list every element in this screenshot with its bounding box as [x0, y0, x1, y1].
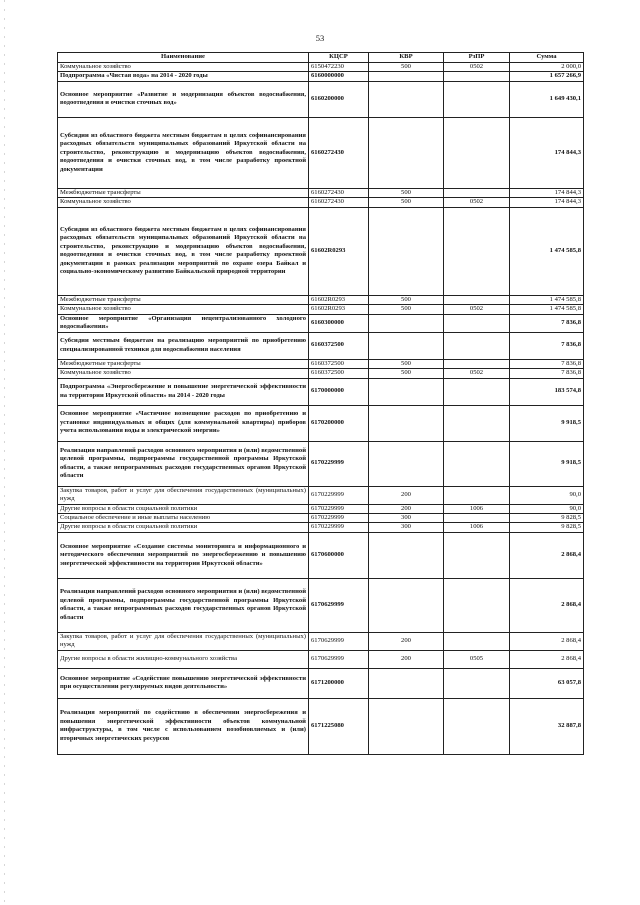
cell-kvr: 200: [369, 650, 444, 668]
table-row: [58, 532, 584, 578]
table-row: [58, 359, 584, 368]
cell-sum: 174 844,3: [510, 188, 584, 197]
cell-kcsr: 6160372500: [309, 332, 369, 359]
cell-kvr: [369, 72, 444, 81]
cell-sum: 9 828,5: [510, 513, 584, 522]
table-row: [58, 305, 584, 314]
cell-rzpr: 1006: [444, 523, 510, 532]
cell-rzpr: [444, 188, 510, 197]
cell-rzpr: [444, 486, 510, 504]
cell-kcsr: 6170629999: [309, 578, 369, 632]
cell-sum: 174 844,3: [510, 198, 584, 207]
cell-kcsr: 6160372500: [309, 359, 369, 368]
cell-kcsr: 6170200000: [309, 405, 369, 441]
cell-rzpr: [444, 117, 510, 188]
table-row: [58, 63, 584, 72]
cell-kvr: 500: [369, 198, 444, 207]
table-row: [58, 441, 584, 486]
cell-name: Закупка товаров, работ и услуг для обеспечения государственных (муниципальных) нужд: [58, 486, 309, 504]
table-row: [58, 332, 584, 359]
cell-sum: 2 868,4: [510, 650, 584, 668]
cell-kvr: 500: [369, 63, 444, 72]
cell-rzpr: [444, 314, 510, 332]
cell-kcsr: 6170600000: [309, 532, 369, 578]
table-row: [58, 117, 584, 188]
cell-kvr: [369, 578, 444, 632]
cell-name: Другие вопросы в области социальной политики: [58, 523, 309, 532]
cell-name: Закупка товаров, работ и услуг для обеспечения государственных (муниципальных) нужд: [58, 632, 309, 650]
cell-sum: 7 836,8: [510, 369, 584, 378]
cell-name: Реализация направлений расходов основного мероприятия и (или) ведомственной целевой программы, подпрограммы государственной программы Иркутской области, а также непрограммных расходов государственных органов Иркутской области: [58, 441, 309, 486]
table-header-row: [58, 53, 584, 63]
cell-sum: 9 828,5: [510, 523, 584, 532]
cell-name: Субсидии из областного бюджета местным бюджетам в целях софинансирования расходных обязательств муниципальных образований Иркутской области на строительство, реконструкцию и модернизацию объектов водоснабжения, водоотведения и очистки сточных вод, в том числе разработку проектной документации: [58, 117, 309, 188]
cell-sum: 1 474 585,8: [510, 305, 584, 314]
cell-name: Коммунальное хозяйство: [58, 198, 309, 207]
table-row: [58, 513, 584, 522]
cell-sum: 174 844,3: [510, 117, 584, 188]
cell-name: Другие вопросы в области жилищно-коммунального хозяйства: [58, 650, 309, 668]
cell-kvr: [369, 405, 444, 441]
cell-name: Коммунальное хозяйство: [58, 63, 309, 72]
cell-sum: 7 836,8: [510, 332, 584, 359]
cell-kvr: [369, 532, 444, 578]
table-row: [58, 295, 584, 304]
table-row: [58, 72, 584, 81]
cell-name: Социальное обеспечение и иные выплаты населению: [58, 513, 309, 522]
cell-kcsr: 6170229999: [309, 513, 369, 522]
table-row: [58, 632, 584, 650]
table-row: [58, 314, 584, 332]
cell-rzpr: [444, 81, 510, 117]
header-name: Наименование: [58, 53, 309, 63]
table-row: [58, 698, 584, 754]
cell-kvr: [369, 207, 444, 295]
table-row: [58, 188, 584, 197]
cell-name: Межбюджетные трансферты: [58, 188, 309, 197]
cell-rzpr: [444, 668, 510, 698]
cell-rzpr: [444, 295, 510, 304]
page-number: 53: [315, 33, 325, 43]
table-body: [58, 63, 584, 755]
cell-rzpr: 0505: [444, 650, 510, 668]
cell-sum: 63 057,8: [510, 668, 584, 698]
table-row: [58, 207, 584, 295]
cell-sum: 90,0: [510, 486, 584, 504]
cell-name: Основное мероприятие «Развитие и модернизация объектов водоснабжения, водоотведения и очистки сточных вод»: [58, 81, 309, 117]
cell-rzpr: [444, 405, 510, 441]
cell-rzpr: [444, 378, 510, 405]
cell-name: Другие вопросы в области социальной политики: [58, 504, 309, 513]
cell-rzpr: [444, 578, 510, 632]
cell-rzpr: [444, 359, 510, 368]
cell-kcsr: 6170229999: [309, 523, 369, 532]
cell-kcsr: 6160372500: [309, 369, 369, 378]
cell-name: Основное мероприятие «Организация нецентрализованного холодного водоснабжения»: [58, 314, 309, 332]
cell-kcsr: 6170229999: [309, 486, 369, 504]
cell-sum: 9 918,5: [510, 405, 584, 441]
cell-name: Основное мероприятие «Содействие повышению энергетической эффективности при осуществлении регулируемых видов деятельности»: [58, 668, 309, 698]
cell-kvr: [369, 81, 444, 117]
cell-rzpr: [444, 332, 510, 359]
cell-kcsr: 6170629999: [309, 632, 369, 650]
cell-kvr: [369, 441, 444, 486]
cell-kvr: 500: [369, 188, 444, 197]
cell-rzpr: 1006: [444, 504, 510, 513]
cell-kcsr: 6160000000: [309, 72, 369, 81]
cell-kcsr: 6170229999: [309, 504, 369, 513]
cell-name: Субсидии местным бюджетам на реализацию мероприятий по приобретению специализированной техники для водоснабжения населения: [58, 332, 309, 359]
cell-kvr: [369, 698, 444, 754]
table-row: [58, 668, 584, 698]
table-row: [58, 405, 584, 441]
cell-sum: 7 836,8: [510, 314, 584, 332]
cell-kcsr: 61602R0293: [309, 305, 369, 314]
table-row: [58, 578, 584, 632]
cell-kcsr: 6171200000: [309, 668, 369, 698]
cell-sum: 9 918,5: [510, 441, 584, 486]
cell-sum: 90,0: [510, 504, 584, 513]
cell-kcsr: 6170000000: [309, 378, 369, 405]
cell-kcsr: 6170229999: [309, 441, 369, 486]
cell-sum: 32 887,8: [510, 698, 584, 754]
cell-sum: 2 868,4: [510, 578, 584, 632]
header-sum: Сумма: [510, 53, 584, 63]
cell-name: Межбюджетные трансферты: [58, 359, 309, 368]
cell-sum: 2 868,4: [510, 532, 584, 578]
cell-kvr: 200: [369, 504, 444, 513]
table-row: [58, 504, 584, 513]
cell-kcsr: 6171225080: [309, 698, 369, 754]
cell-kvr: 200: [369, 632, 444, 650]
cell-rzpr: [444, 698, 510, 754]
cell-sum: 1 657 266,9: [510, 72, 584, 81]
cell-name: Коммунальное хозяйство: [58, 305, 309, 314]
cell-kvr: 500: [369, 295, 444, 304]
cell-kvr: [369, 117, 444, 188]
cell-name: Подпрограмма «Энергосбережение и повышение энергетической эффективности на территории Иркутской области» на 2014 - 2020 годы: [58, 378, 309, 405]
table-row: [58, 523, 584, 532]
table-row: [58, 369, 584, 378]
table-row: [58, 81, 584, 117]
cell-kcsr: 6170629999: [309, 650, 369, 668]
cell-rzpr: 0502: [444, 305, 510, 314]
cell-rzpr: 0502: [444, 63, 510, 72]
cell-name: Реализация мероприятий по содействию в обеспечении энергосбережения и повышения энергетической эффективности объектов коммунальной инфраструктуры, в том числе с использованием возобновляемых и (или) вторичных энергетических ресурсов: [58, 698, 309, 754]
cell-kvr: [369, 668, 444, 698]
scan-edge-artifact: [4, 0, 5, 905]
cell-kvr: 500: [369, 305, 444, 314]
cell-kcsr: 6160300000: [309, 314, 369, 332]
cell-sum: 2 868,4: [510, 632, 584, 650]
cell-name: Основное мероприятие «Частичное возмещение расходов по приобретению и установке индивидуальных и общих (для коммунальной квартиры) приборов учета использования воды и электрической энергии»: [58, 405, 309, 441]
cell-sum: 1 474 585,8: [510, 207, 584, 295]
cell-rzpr: 0502: [444, 198, 510, 207]
cell-rzpr: [444, 441, 510, 486]
cell-kvr: 200: [369, 486, 444, 504]
cell-kcsr: 6160272430: [309, 188, 369, 197]
cell-name: Подпрограмма «Чистая вода» на 2014 - 2020 годы: [58, 72, 309, 81]
cell-name: Межбюджетные трансферты: [58, 295, 309, 304]
header-kvr: КВР: [369, 53, 444, 63]
table-row: [58, 198, 584, 207]
cell-kcsr: 6160272430: [309, 117, 369, 188]
cell-kvr: [369, 332, 444, 359]
cell-kcsr: 61602R0293: [309, 207, 369, 295]
header-kcsr: КЦСР: [309, 53, 369, 63]
cell-sum: 2 000,0: [510, 63, 584, 72]
cell-kvr: [369, 314, 444, 332]
cell-kvr: 500: [369, 369, 444, 378]
cell-kvr: 500: [369, 359, 444, 368]
cell-kvr: 300: [369, 523, 444, 532]
cell-sum: 183 574,8: [510, 378, 584, 405]
cell-sum: 1 649 430,1: [510, 81, 584, 117]
cell-name: Реализация направлений расходов основного мероприятия и (или) ведомственной целевой программы, подпрограммы государственной программы Иркутской области, а также непрограммных расходов государственных органов Иркутской области: [58, 578, 309, 632]
table-row: [58, 486, 584, 504]
cell-kvr: 300: [369, 513, 444, 522]
cell-kcsr: 6150472230: [309, 63, 369, 72]
cell-sum: 7 836,8: [510, 359, 584, 368]
cell-kcsr: 6160272430: [309, 198, 369, 207]
cell-kcsr: 6160200000: [309, 81, 369, 117]
cell-sum: 1 474 585,8: [510, 295, 584, 304]
cell-rzpr: 0502: [444, 369, 510, 378]
cell-rzpr: [444, 632, 510, 650]
cell-name: Основное мероприятие «Создание системы мониторинга и информационного и методического обеспечения мероприятий по энергосбережению и повышению энергетической эффективности на территории Иркутской области»: [58, 532, 309, 578]
cell-kcsr: 61602R0293: [309, 295, 369, 304]
budget-table: [57, 52, 584, 755]
header-rzpr: РзПР: [444, 53, 510, 63]
table-row: [58, 650, 584, 668]
table-row: [58, 378, 584, 405]
cell-rzpr: [444, 513, 510, 522]
cell-rzpr: [444, 532, 510, 578]
cell-kvr: [369, 378, 444, 405]
cell-name: Коммунальное хозяйство: [58, 369, 309, 378]
cell-name: Субсидии из областного бюджета местным бюджетам в целях софинансирования расходных обязательств муниципальных образований Иркутской области на строительство, реконструкцию и модернизацию объектов водоснабжения, водоотведения и очистки сточных вод, в том числе разработку проектной документации в рамках реализации мероприятий по охране озера Байкал и социально-экономическому развитию Байкальской природной территории: [58, 207, 309, 295]
cell-rzpr: [444, 72, 510, 81]
cell-rzpr: [444, 207, 510, 295]
